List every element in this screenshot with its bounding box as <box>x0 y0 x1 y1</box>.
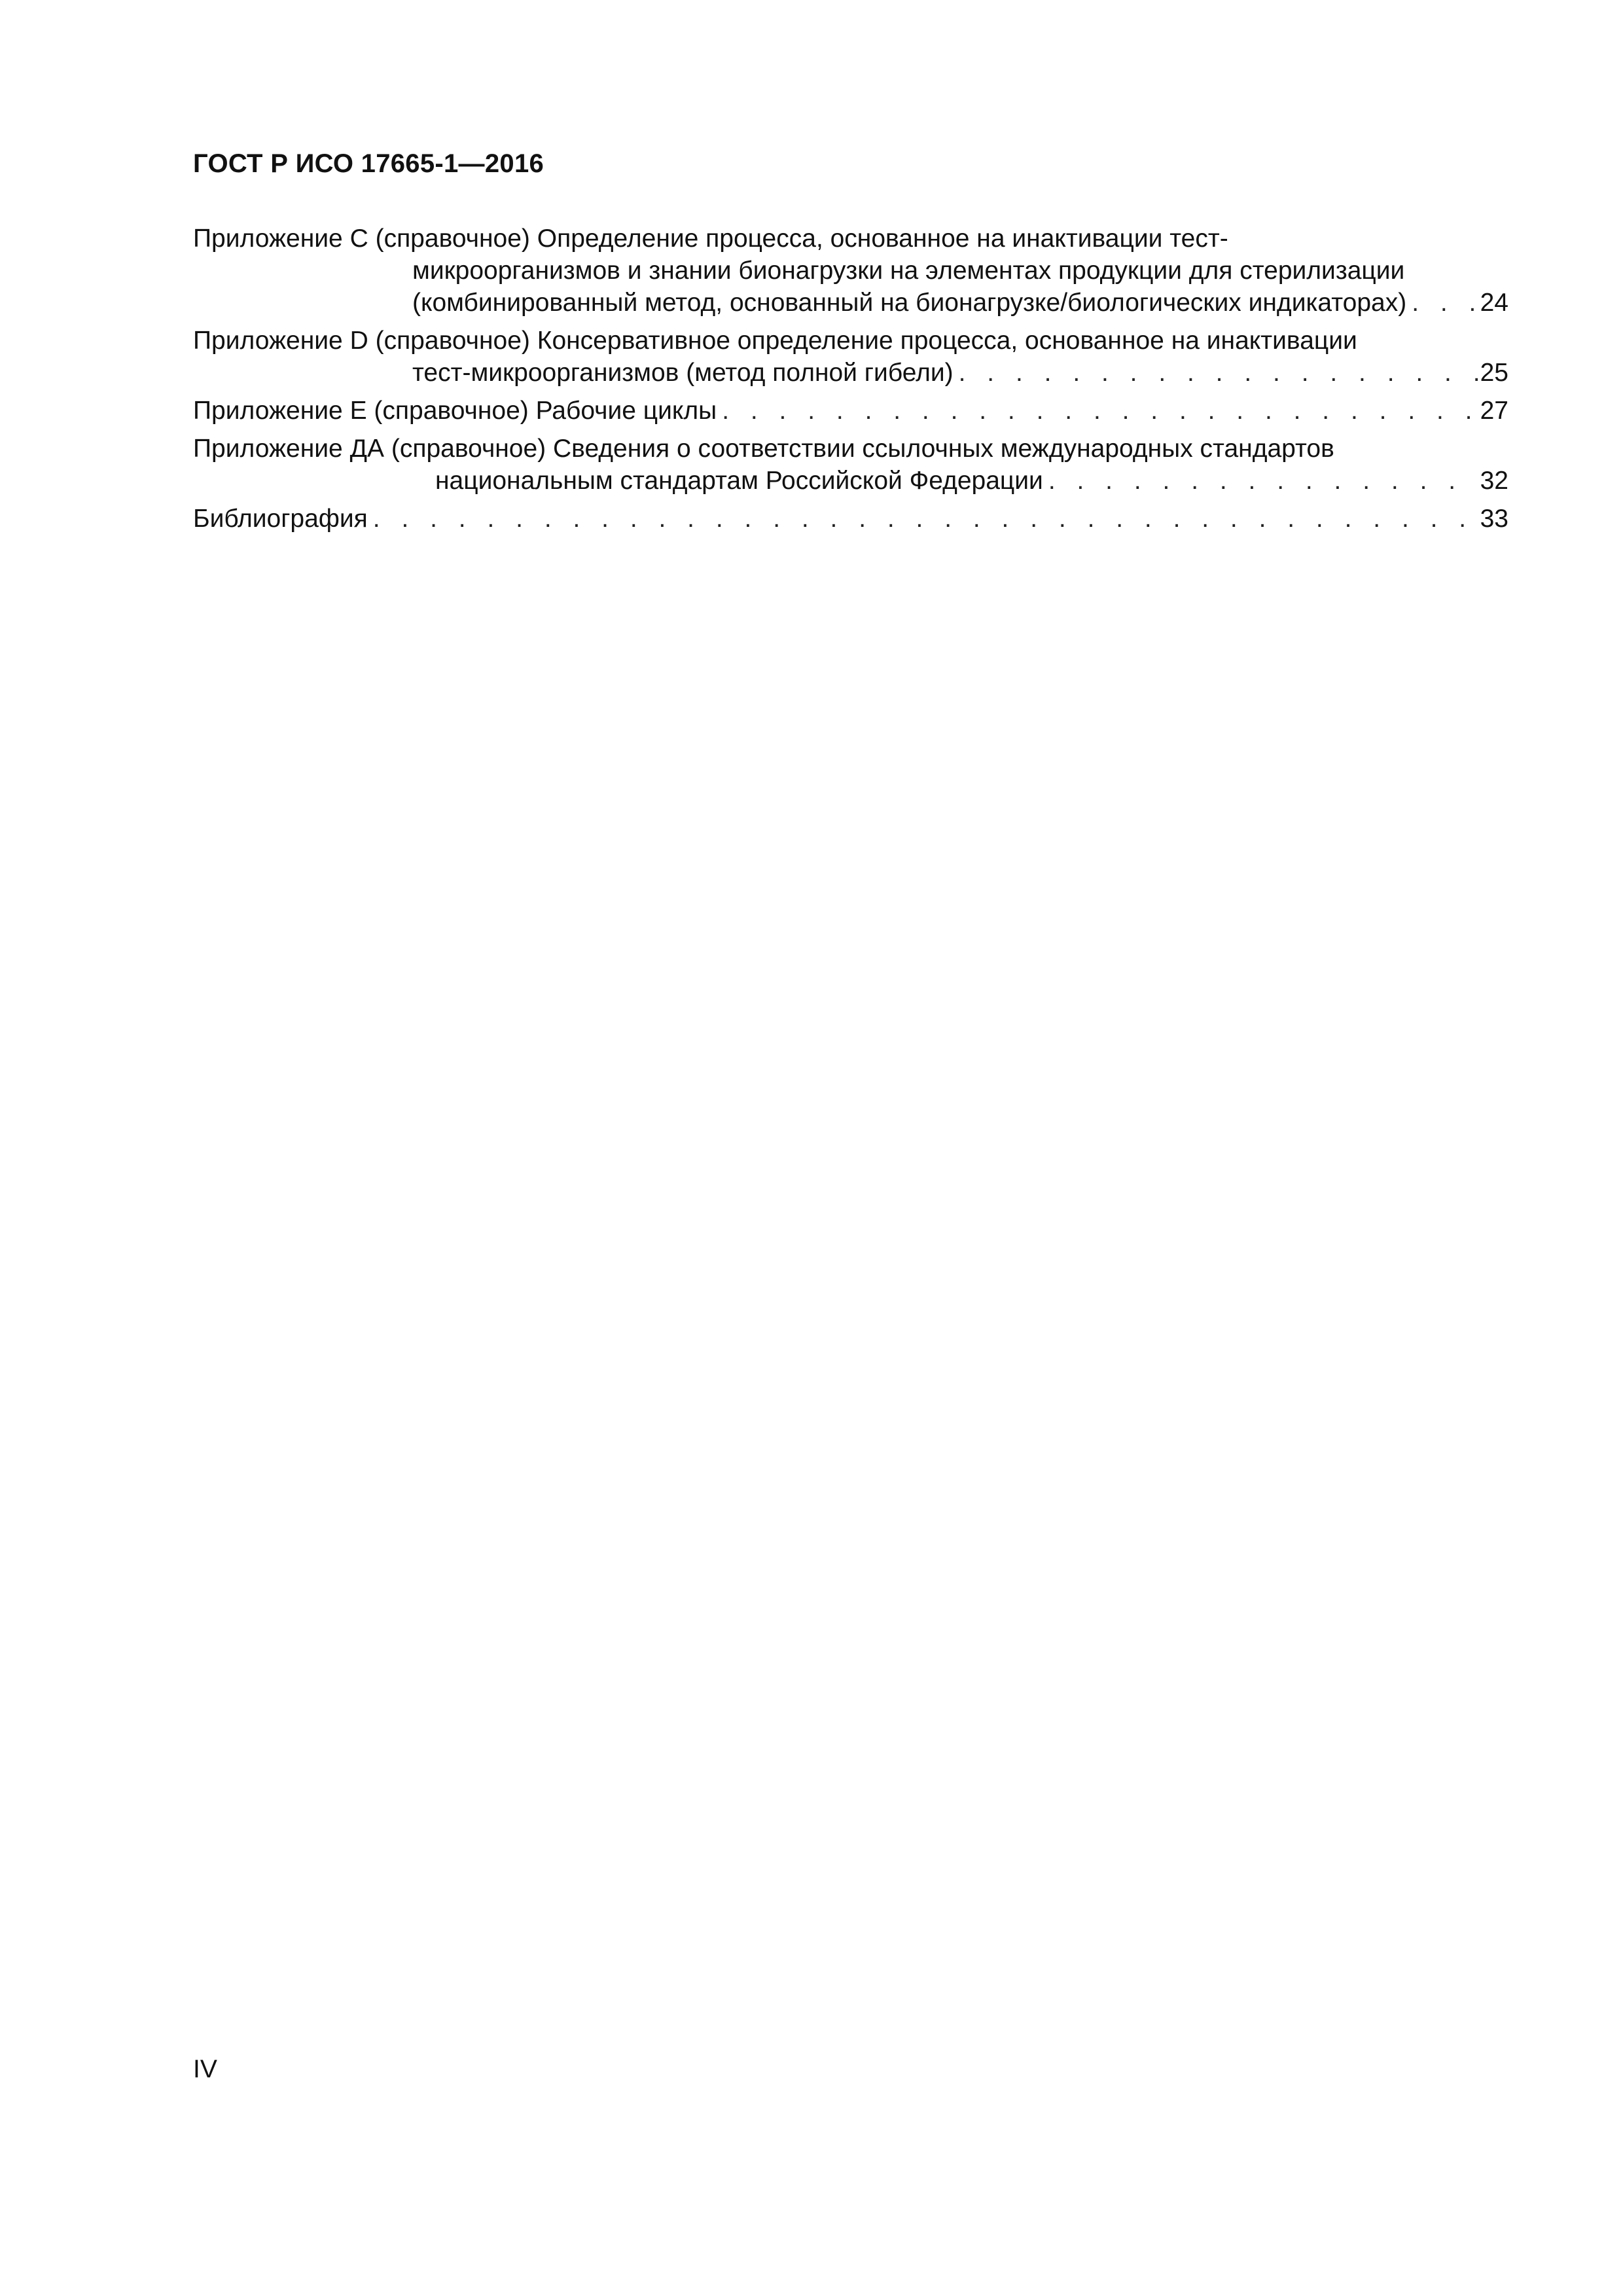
toc-page-number: 33 <box>1480 505 1508 533</box>
table-of-contents <box>193 223 1508 541</box>
toc-entry-bibliography[interactable] <box>193 503 1508 535</box>
dot-leader <box>954 357 1478 389</box>
toc-entry-line: национальным стандартам Российской Федерации <box>435 467 1043 495</box>
toc-entry-line: Приложение D (справочное) Консервативное определение процесса, основанное на инактивации <box>193 327 1357 355</box>
toc-entry-line: микроорганизмов и знании бионагрузки на элементах продукции для стерилизации <box>412 257 1405 285</box>
toc-entry-line: Приложение С (справочное) Определение процесса, основанное на инактивации тест- <box>193 224 1228 253</box>
toc-entry-appendix-d[interactable] <box>193 325 1508 389</box>
toc-page-number: 27 <box>1480 397 1508 425</box>
toc-entry-appendix-e[interactable] <box>193 395 1508 427</box>
toc-entry-appendix-da[interactable] <box>193 433 1508 497</box>
toc-entry-line: Приложение Е (справочное) Рабочие циклы <box>193 397 717 425</box>
toc-page-number: 32 <box>1480 467 1508 495</box>
toc-entry-appendix-c[interactable] <box>193 223 1508 319</box>
toc-entry-line: (комбинированный метод, основанный на бионагрузке/биологических индикаторах) <box>412 289 1407 317</box>
toc-entry-line: Приложение ДА (справочное) Сведения о соответствии ссылочных международных стандартов <box>193 435 1334 463</box>
dot-leader <box>1406 287 1477 319</box>
toc-page-number: 24 <box>1480 289 1508 317</box>
toc-entry-line: тест-микроорганизмов (метод полной гибели) <box>412 359 954 387</box>
document-header: ГОСТ Р ИСО 17665-1—2016 <box>193 149 544 178</box>
dot-leader <box>368 503 1478 535</box>
dot-leader <box>1043 465 1478 497</box>
dot-leader <box>717 395 1477 427</box>
toc-entry-line: Библиография <box>193 505 368 533</box>
page-number-footer: IV <box>193 2055 217 2083</box>
toc-page-number: 25 <box>1480 359 1508 387</box>
